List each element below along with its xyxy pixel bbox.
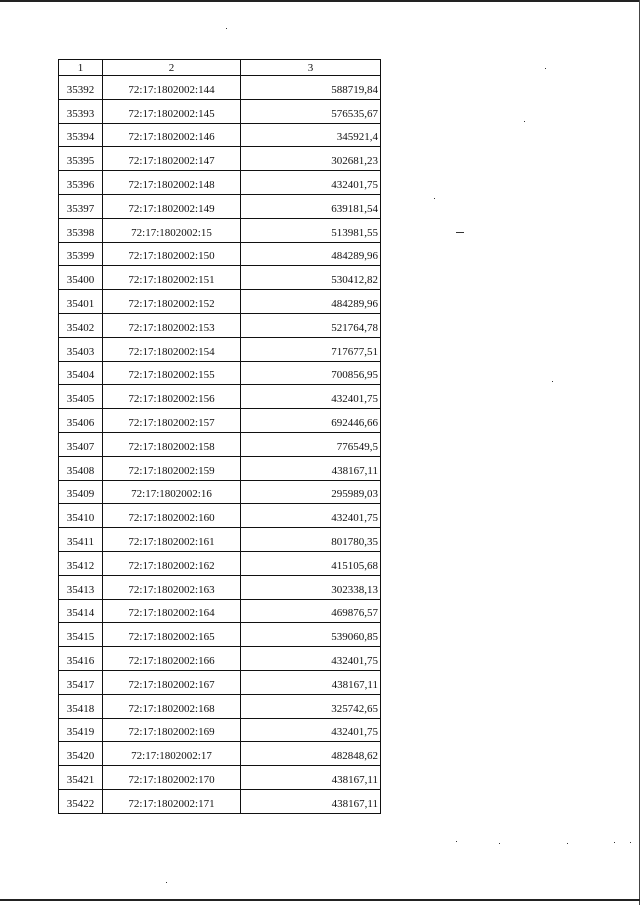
page-edge-bottom bbox=[0, 899, 640, 901]
scan-speck bbox=[552, 381, 553, 382]
row-number-cell: 35411 bbox=[59, 528, 103, 552]
cadastral-value-cell: 639181,54 bbox=[241, 194, 381, 218]
table-row bbox=[59, 385, 381, 409]
cadastral-value-cell: 325742,65 bbox=[241, 694, 381, 718]
cadastral-number-cell: 72:17:1802002:158 bbox=[103, 432, 241, 456]
row-number-cell: 35396 bbox=[59, 171, 103, 195]
table-row bbox=[59, 76, 381, 100]
cadastral-number-cell: 72:17:1802002:148 bbox=[103, 171, 241, 195]
cadastral-number-cell: 72:17:1802002:155 bbox=[103, 361, 241, 385]
row-number-cell: 35397 bbox=[59, 194, 103, 218]
cadastral-number-cell: 72:17:1802002:160 bbox=[103, 504, 241, 528]
table-row bbox=[59, 504, 381, 528]
row-number-cell: 35398 bbox=[59, 218, 103, 242]
cadastral-value-cell: 484289,96 bbox=[241, 242, 381, 266]
row-number-cell: 35413 bbox=[59, 575, 103, 599]
scan-speck bbox=[456, 841, 457, 842]
cadastral-value-cell: 776549,5 bbox=[241, 432, 381, 456]
cadastral-value-cell: 438167,11 bbox=[241, 670, 381, 694]
cadastral-number-cell: 72:17:1802002:170 bbox=[103, 766, 241, 790]
cadastral-number-cell: 72:17:1802002:159 bbox=[103, 456, 241, 480]
cadastral-value-cell: 482848,62 bbox=[241, 742, 381, 766]
scan-speck bbox=[545, 68, 546, 69]
scan-speck bbox=[226, 28, 227, 29]
table-row bbox=[59, 266, 381, 290]
row-number-cell: 35414 bbox=[59, 599, 103, 623]
cadastral-number-cell: 72:17:1802002:16 bbox=[103, 480, 241, 504]
cadastral-value-cell: 432401,75 bbox=[241, 718, 381, 742]
scan-speck bbox=[614, 842, 615, 843]
cadastral-number-cell: 72:17:1802002:157 bbox=[103, 409, 241, 433]
row-number-cell: 35402 bbox=[59, 313, 103, 337]
row-number-cell: 35421 bbox=[59, 766, 103, 790]
scan-speck bbox=[567, 843, 568, 844]
cadastral-number-cell: 72:17:1802002:162 bbox=[103, 551, 241, 575]
row-number-cell: 35410 bbox=[59, 504, 103, 528]
table-row bbox=[59, 766, 381, 790]
cadastral-number-cell: 72:17:1802002:164 bbox=[103, 599, 241, 623]
row-number-cell: 35393 bbox=[59, 99, 103, 123]
cadastral-number-cell: 72:17:1802002:161 bbox=[103, 528, 241, 552]
cadastral-number-cell: 72:17:1802002:171 bbox=[103, 789, 241, 813]
cadastral-number-cell: 72:17:1802002:166 bbox=[103, 647, 241, 671]
table-row bbox=[59, 361, 381, 385]
cadastral-number-cell: 72:17:1802002:163 bbox=[103, 575, 241, 599]
scan-speck bbox=[456, 232, 464, 233]
table-row bbox=[59, 432, 381, 456]
table-row bbox=[59, 409, 381, 433]
column-header-1: 1 bbox=[59, 60, 103, 76]
cadastral-value-cell: 539060,85 bbox=[241, 623, 381, 647]
row-number-cell: 35401 bbox=[59, 290, 103, 314]
table-row bbox=[59, 99, 381, 123]
row-number-cell: 35405 bbox=[59, 385, 103, 409]
table-row bbox=[59, 718, 381, 742]
row-number-cell: 35400 bbox=[59, 266, 103, 290]
row-number-cell: 35416 bbox=[59, 647, 103, 671]
cadastral-number-cell: 72:17:1802002:153 bbox=[103, 313, 241, 337]
table-row bbox=[59, 670, 381, 694]
column-header-3: 3 bbox=[241, 60, 381, 76]
table-row bbox=[59, 789, 381, 813]
row-number-cell: 35420 bbox=[59, 742, 103, 766]
cadastral-value-cell: 530412,82 bbox=[241, 266, 381, 290]
cadastral-number-cell: 72:17:1802002:150 bbox=[103, 242, 241, 266]
row-number-cell: 35404 bbox=[59, 361, 103, 385]
table-row bbox=[59, 623, 381, 647]
table-row bbox=[59, 575, 381, 599]
row-number-cell: 35406 bbox=[59, 409, 103, 433]
row-number-cell: 35409 bbox=[59, 480, 103, 504]
table-row bbox=[59, 647, 381, 671]
cadastral-number-cell: 72:17:1802002:168 bbox=[103, 694, 241, 718]
cadastral-value-cell: 432401,75 bbox=[241, 385, 381, 409]
cadastral-value-cell: 521764,78 bbox=[241, 313, 381, 337]
cadastral-number-cell: 72:17:1802002:167 bbox=[103, 670, 241, 694]
cadastral-value-cell: 438167,11 bbox=[241, 789, 381, 813]
row-number-cell: 35394 bbox=[59, 123, 103, 147]
cadastral-value-cell: 576535,67 bbox=[241, 99, 381, 123]
column-header-2: 2 bbox=[103, 60, 241, 76]
cadastral-number-cell: 72:17:1802002:144 bbox=[103, 76, 241, 100]
row-number-cell: 35407 bbox=[59, 432, 103, 456]
cadastral-number-cell: 72:17:1802002:147 bbox=[103, 147, 241, 171]
cadastral-number-cell: 72:17:1802002:156 bbox=[103, 385, 241, 409]
row-number-cell: 35403 bbox=[59, 337, 103, 361]
table-row bbox=[59, 742, 381, 766]
cadastral-value-cell: 513981,55 bbox=[241, 218, 381, 242]
cadastral-number-cell: 72:17:1802002:169 bbox=[103, 718, 241, 742]
row-number-cell: 35408 bbox=[59, 456, 103, 480]
cadastral-value-cell: 432401,75 bbox=[241, 171, 381, 195]
table-row bbox=[59, 337, 381, 361]
scan-speck bbox=[499, 843, 500, 844]
scan-speck bbox=[166, 882, 167, 883]
table-row bbox=[59, 171, 381, 195]
scan-speck bbox=[434, 198, 435, 199]
cadastral-value-cell: 345921,4 bbox=[241, 123, 381, 147]
page-edge-top bbox=[0, 0, 640, 2]
cadastral-value-cell: 432401,75 bbox=[241, 504, 381, 528]
cadastral-value-cell: 438167,11 bbox=[241, 456, 381, 480]
cadastral-value-cell: 717677,51 bbox=[241, 337, 381, 361]
cadastral-value-cell: 484289,96 bbox=[241, 290, 381, 314]
row-number-cell: 35415 bbox=[59, 623, 103, 647]
row-number-cell: 35422 bbox=[59, 789, 103, 813]
cadastral-number-cell: 72:17:1802002:151 bbox=[103, 266, 241, 290]
row-number-cell: 35419 bbox=[59, 718, 103, 742]
cadastral-value-cell: 302338,13 bbox=[241, 575, 381, 599]
cadastral-value-cell: 438167,11 bbox=[241, 766, 381, 790]
row-number-cell: 35412 bbox=[59, 551, 103, 575]
cadastral-number-cell: 72:17:1802002:145 bbox=[103, 99, 241, 123]
table-row bbox=[59, 313, 381, 337]
cadastral-value-cell: 415105,68 bbox=[241, 551, 381, 575]
table-row bbox=[59, 528, 381, 552]
cadastral-value-cell: 801780,35 bbox=[241, 528, 381, 552]
table-row bbox=[59, 290, 381, 314]
table-row bbox=[59, 123, 381, 147]
row-number-cell: 35399 bbox=[59, 242, 103, 266]
cadastral-value-cell: 469876,57 bbox=[241, 599, 381, 623]
table-row bbox=[59, 599, 381, 623]
table-row bbox=[59, 480, 381, 504]
table-row bbox=[59, 147, 381, 171]
cadastral-number-cell: 72:17:1802002:149 bbox=[103, 194, 241, 218]
row-number-cell: 35417 bbox=[59, 670, 103, 694]
table-row bbox=[59, 694, 381, 718]
cadastral-value-cell: 295989,03 bbox=[241, 480, 381, 504]
cadastral-number-cell: 72:17:1802002:152 bbox=[103, 290, 241, 314]
cadastral-value-cell: 588719,84 bbox=[241, 76, 381, 100]
scan-speck bbox=[630, 842, 631, 843]
row-number-cell: 35392 bbox=[59, 76, 103, 100]
cadastral-value-cell: 692446,66 bbox=[241, 409, 381, 433]
table-row bbox=[59, 242, 381, 266]
table-row bbox=[59, 551, 381, 575]
table-row bbox=[59, 456, 381, 480]
cadastral-value-table bbox=[58, 59, 381, 814]
row-number-cell: 35395 bbox=[59, 147, 103, 171]
cadastral-number-cell: 72:17:1802002:165 bbox=[103, 623, 241, 647]
table-body bbox=[59, 76, 381, 814]
table-row bbox=[59, 218, 381, 242]
cadastral-number-cell: 72:17:1802002:17 bbox=[103, 742, 241, 766]
cadastral-number-cell: 72:17:1802002:146 bbox=[103, 123, 241, 147]
table-row bbox=[59, 194, 381, 218]
row-number-cell: 35418 bbox=[59, 694, 103, 718]
cadastral-number-cell: 72:17:1802002:15 bbox=[103, 218, 241, 242]
header-row bbox=[59, 60, 381, 76]
cadastral-number-cell: 72:17:1802002:154 bbox=[103, 337, 241, 361]
cadastral-value-cell: 700856,95 bbox=[241, 361, 381, 385]
cadastral-value-cell: 432401,75 bbox=[241, 647, 381, 671]
cadastral-value-cell: 302681,23 bbox=[241, 147, 381, 171]
scan-speck bbox=[524, 121, 525, 122]
